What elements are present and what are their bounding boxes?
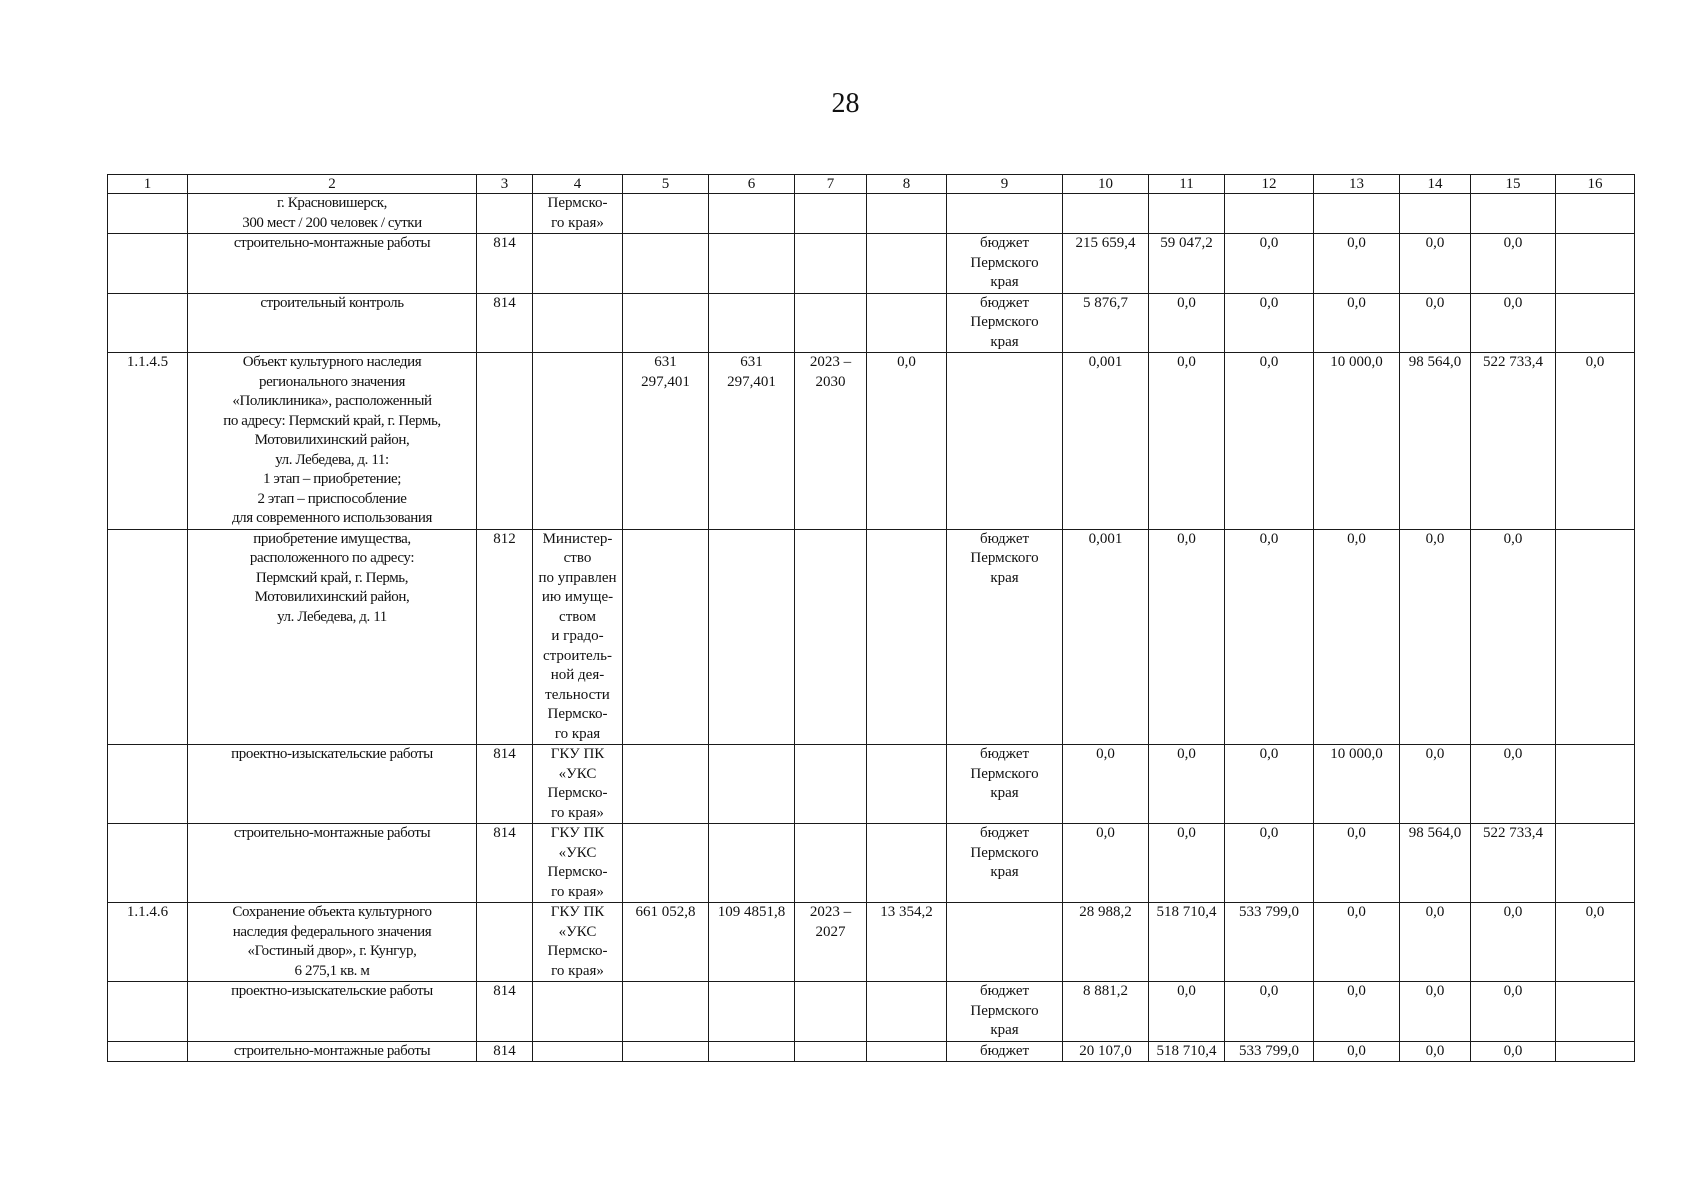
table-cell: г. Красновишерск, 300 мест / 200 человек / сутки [188, 194, 477, 234]
table-cell [533, 1041, 623, 1062]
table-cell: 0,0 [1314, 234, 1400, 294]
column-number: 13 [1314, 175, 1400, 194]
table-cell: бюджет Пермского края [947, 293, 1063, 353]
table-cell [867, 982, 947, 1042]
table-cell: 0,0 [1149, 982, 1225, 1042]
table-cell [623, 745, 709, 824]
column-number: 8 [867, 175, 947, 194]
table-cell: 0,0 [1225, 824, 1314, 903]
table-cell: 2023 – 2027 [795, 903, 867, 982]
table-cell: 0,0 [1400, 903, 1471, 982]
table-cell: 13 354,2 [867, 903, 947, 982]
table-cell: бюджет Пермского края [947, 745, 1063, 824]
table-cell [108, 824, 188, 903]
table-cell: 522 733,4 [1471, 824, 1556, 903]
table-cell: 518 710,4 [1149, 1041, 1225, 1062]
table-cell [867, 745, 947, 824]
table-cell [1556, 234, 1635, 294]
table-cell: 0,0 [1471, 293, 1556, 353]
column-number: 10 [1063, 175, 1149, 194]
budget-table [107, 174, 1635, 1062]
table-cell [623, 234, 709, 294]
table-row [108, 903, 1635, 982]
column-number: 16 [1556, 175, 1635, 194]
table-cell: 0,0 [1400, 293, 1471, 353]
table-cell [623, 529, 709, 745]
table-cell: 0,0 [1314, 529, 1400, 745]
table-cell: 631 297,401 [709, 353, 795, 530]
table-cell: 0,0 [1225, 353, 1314, 530]
table-cell [623, 1041, 709, 1062]
table-cell: 0,0 [1471, 745, 1556, 824]
table-row [108, 824, 1635, 903]
table-cell [1556, 1041, 1635, 1062]
column-number: 7 [795, 175, 867, 194]
table-cell: 0,0 [1400, 745, 1471, 824]
table-cell [709, 529, 795, 745]
table-cell [709, 745, 795, 824]
table-cell [1556, 194, 1635, 234]
table-cell [795, 529, 867, 745]
table-cell: 0,0 [867, 353, 947, 530]
table-cell: Министер- ство по управлен ию имуще- ством и градо- строитель- ной дея- тельности Пермско- го края [533, 529, 623, 745]
table-cell: 812 [477, 529, 533, 745]
table-cell: 0,0 [1471, 234, 1556, 294]
table-row [108, 1041, 1635, 1062]
table-cell [477, 903, 533, 982]
column-number: 15 [1471, 175, 1556, 194]
table-cell: 0,0 [1556, 903, 1635, 982]
table-cell [477, 353, 533, 530]
table-cell [709, 234, 795, 294]
table-cell: 8 881,2 [1063, 982, 1149, 1042]
table-cell: строительно-монтажные работы [188, 234, 477, 294]
table-cell [108, 982, 188, 1042]
table-cell [947, 194, 1063, 234]
table-cell [533, 234, 623, 294]
column-number: 1 [108, 175, 188, 194]
table-row [108, 234, 1635, 294]
column-number: 9 [947, 175, 1063, 194]
page-number: 28 [831, 88, 860, 119]
table-cell: 0,0 [1400, 1041, 1471, 1062]
table-cell: бюджет Пермского края [947, 824, 1063, 903]
table-row [108, 194, 1635, 234]
table-cell: 1.1.4.5 [108, 353, 188, 530]
table-cell [1556, 529, 1635, 745]
table-cell [533, 293, 623, 353]
table-cell: 0,0 [1314, 293, 1400, 353]
table-cell [709, 824, 795, 903]
table-cell [795, 1041, 867, 1062]
table-cell [795, 824, 867, 903]
table-cell [108, 745, 188, 824]
column-number: 11 [1149, 175, 1225, 194]
table-cell: 0,0 [1063, 824, 1149, 903]
table-cell [795, 745, 867, 824]
table-cell: 814 [477, 234, 533, 294]
table-cell: 10 000,0 [1314, 353, 1400, 530]
table-cell: приобретение имущества, расположенного по адресу: Пермский край, г. Пермь, Мотовилихинский район, ул. Лебедева, д. 11 [188, 529, 477, 745]
column-number: 4 [533, 175, 623, 194]
table-cell [867, 1041, 947, 1062]
table-cell: 0,0 [1149, 745, 1225, 824]
table-cell [108, 293, 188, 353]
table-cell: проектно-изыскательские работы [188, 745, 477, 824]
table-cell [108, 1041, 188, 1062]
table-cell: 20 107,0 [1063, 1041, 1149, 1062]
table-cell: 109 4851,8 [709, 903, 795, 982]
table-cell: бюджет Пермского края [947, 234, 1063, 294]
table-cell [867, 234, 947, 294]
column-number: 5 [623, 175, 709, 194]
table-cell: 0,0 [1314, 903, 1400, 982]
table-cell [1149, 194, 1225, 234]
table-row [108, 293, 1635, 353]
table-cell: бюджет Пермского края [947, 529, 1063, 745]
table-cell: 98 564,0 [1400, 824, 1471, 903]
table-cell: 0,0 [1225, 293, 1314, 353]
table-cell [1556, 824, 1635, 903]
table-cell [1556, 745, 1635, 824]
table-cell: 661 052,8 [623, 903, 709, 982]
table-cell [709, 982, 795, 1042]
table-cell: ГКУ ПК «УКС Пермско- го края» [533, 824, 623, 903]
column-number: 14 [1400, 175, 1471, 194]
table-cell: 0,0 [1471, 529, 1556, 745]
table-row [108, 745, 1635, 824]
column-number: 3 [477, 175, 533, 194]
table-cell [533, 982, 623, 1042]
table-cell [108, 194, 188, 234]
table-row [108, 529, 1635, 745]
table-cell [108, 529, 188, 745]
table-cell [623, 824, 709, 903]
table-cell: 5 876,7 [1063, 293, 1149, 353]
table-cell: 28 988,2 [1063, 903, 1149, 982]
table-cell: 814 [477, 745, 533, 824]
table-cell: 0,0 [1314, 824, 1400, 903]
table-cell: Объект культурного наследия регионального значения «Поликлиника», расположенный по адресу: Пермский край, г. Пермь, Мотовилихинский район, ул. Лебедева, д. 11: 1 этап – приобретение; 2 этап – приспособление для современного использования [188, 353, 477, 530]
table-cell [867, 293, 947, 353]
table-cell: 0,0 [1149, 529, 1225, 745]
table-cell [1225, 194, 1314, 234]
table-cell: 0,0 [1063, 745, 1149, 824]
table-cell [623, 982, 709, 1042]
table-cell: 631 297,401 [623, 353, 709, 530]
table-cell: 59 047,2 [1149, 234, 1225, 294]
table-cell [1556, 982, 1635, 1042]
table-cell [867, 824, 947, 903]
table-cell: бюджет [947, 1041, 1063, 1062]
table-cell: 1.1.4.6 [108, 903, 188, 982]
table-cell: 0,0 [1225, 745, 1314, 824]
table-cell [795, 194, 867, 234]
table-cell: 814 [477, 293, 533, 353]
table-cell: ГКУ ПК «УКС Пермско- го края» [533, 745, 623, 824]
table-cell: 522 733,4 [1471, 353, 1556, 530]
table-cell: 814 [477, 1041, 533, 1062]
table-row [108, 353, 1635, 530]
table-cell: 0,0 [1314, 982, 1400, 1042]
table-cell [623, 194, 709, 234]
table-cell: 0,001 [1063, 529, 1149, 745]
table-cell [709, 293, 795, 353]
table-cell: бюджет Пермского края [947, 982, 1063, 1042]
table-cell: 0,0 [1149, 353, 1225, 530]
table-cell: Пермско- го края» [533, 194, 623, 234]
table-cell: строительно-монтажные работы [188, 1041, 477, 1062]
table-cell [1556, 293, 1635, 353]
table-cell: 10 000,0 [1314, 745, 1400, 824]
table-cell: 0,0 [1225, 529, 1314, 745]
table-cell [795, 982, 867, 1042]
table-cell: 0,0 [1149, 824, 1225, 903]
table-cell [867, 529, 947, 745]
table-cell: 533 799,0 [1225, 1041, 1314, 1062]
table-cell [477, 194, 533, 234]
table-cell: 0,0 [1471, 1041, 1556, 1062]
table-header-row [108, 175, 1635, 194]
table-cell: 0,0 [1225, 234, 1314, 294]
table-cell [1314, 194, 1400, 234]
table-cell [1063, 194, 1149, 234]
column-number: 12 [1225, 175, 1314, 194]
table-cell: строительно-монтажные работы [188, 824, 477, 903]
table-cell [947, 353, 1063, 530]
table-cell: Сохранение объекта культурного наследия федерального значения «Гостиный двор», г. Кунгур, 6 275,1 кв. м [188, 903, 477, 982]
table-row [108, 982, 1635, 1042]
table-cell: 0,0 [1471, 982, 1556, 1042]
table-cell: 0,0 [1314, 1041, 1400, 1062]
table-cell: 215 659,4 [1063, 234, 1149, 294]
table-cell: 0,0 [1400, 234, 1471, 294]
table-cell [867, 194, 947, 234]
table-cell: ГКУ ПК «УКС Пермско- го края» [533, 903, 623, 982]
table-cell [795, 293, 867, 353]
table-cell: 518 710,4 [1149, 903, 1225, 982]
column-number: 2 [188, 175, 477, 194]
table-cell: 814 [477, 982, 533, 1042]
table-cell [947, 903, 1063, 982]
table-cell: 814 [477, 824, 533, 903]
table-cell [1400, 194, 1471, 234]
table-cell: 533 799,0 [1225, 903, 1314, 982]
table-cell [533, 353, 623, 530]
table-cell [623, 293, 709, 353]
table-cell [795, 234, 867, 294]
table-cell: проектно-изыскательские работы [188, 982, 477, 1042]
table-cell: 2023 – 2030 [795, 353, 867, 530]
table-cell [709, 1041, 795, 1062]
table-cell: 0,0 [1225, 982, 1314, 1042]
table-cell: 0,0 [1400, 529, 1471, 745]
table-cell: 98 564,0 [1400, 353, 1471, 530]
table-cell [1471, 194, 1556, 234]
table-cell: 0,0 [1556, 353, 1635, 530]
column-number: 6 [709, 175, 795, 194]
table-cell [709, 194, 795, 234]
table-cell: 0,001 [1063, 353, 1149, 530]
table-cell: строительный контроль [188, 293, 477, 353]
table-cell: 0,0 [1149, 293, 1225, 353]
table-cell: 0,0 [1471, 903, 1556, 982]
table-cell [108, 234, 188, 294]
table-cell: 0,0 [1400, 982, 1471, 1042]
